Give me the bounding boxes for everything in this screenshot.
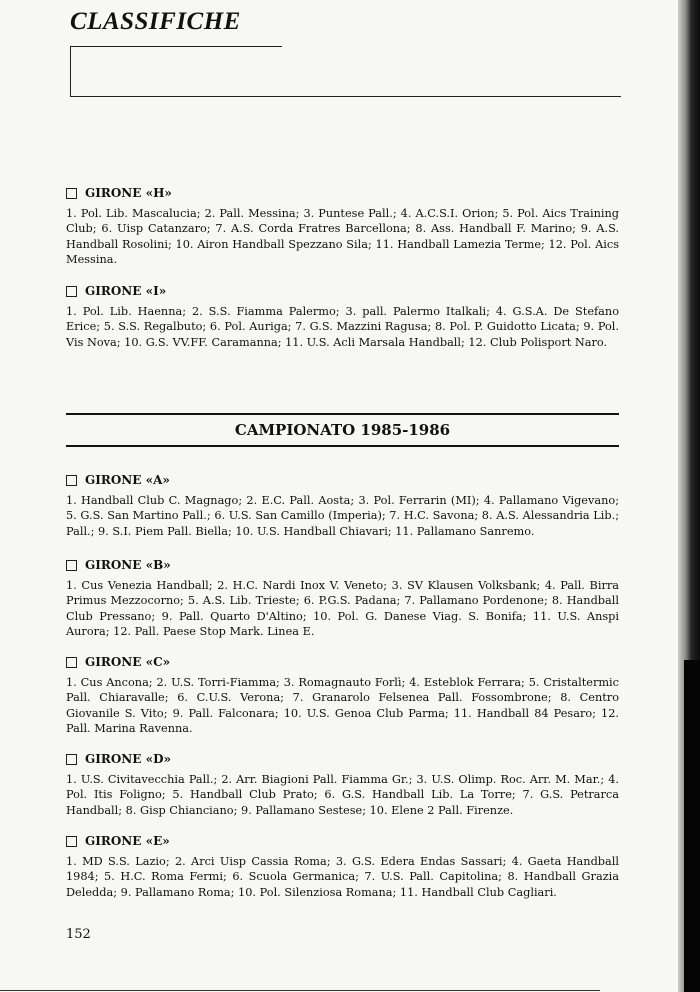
campionato-rule-top — [66, 413, 619, 415]
girone-header — [66, 752, 619, 766]
girone-section-d — [66, 752, 619, 818]
girone-label: GIRONE «I» — [85, 284, 167, 298]
checkbox-icon — [66, 836, 77, 847]
girone-header — [66, 284, 619, 298]
girone-section-a — [66, 473, 619, 539]
page-title: CLASSIFICHE — [70, 8, 241, 35]
page-edge-dark — [684, 660, 700, 992]
girone-section-e — [66, 834, 619, 900]
checkbox-icon — [66, 754, 77, 765]
girone-label: GIRONE «B» — [85, 558, 171, 572]
checkbox-icon — [66, 560, 77, 571]
girone-standings: 1. U.S. Civitavecchia Pall.; 2. Arr. Biagioni Pall. Fiamma Gr.; 3. U.S. Olimp. Roc. Arr. M. Mar.; 4. Pol. Itis Foligno; 5. Handball Club Prato; 6. G.S. Handball Lib. La Torre; 7. G.S. Petrarca Handball; 8. Gisp Chianciano; 9. Pallamano Sestese; 10. Elene 2 Pall. Firenze. — [66, 773, 619, 817]
girone-header — [66, 558, 619, 572]
girone-label: GIRONE «D» — [85, 752, 171, 766]
title-frame — [70, 46, 621, 97]
campionato-rule-bottom — [66, 445, 619, 447]
girone-label: GIRONE «E» — [85, 834, 170, 848]
girone-header — [66, 655, 619, 669]
girone-standings: 1. Pol. Lib. Mascalucia; 2. Pall. Messina; 3. Puntese Pall.; 4. A.C.S.I. Orion; 5. Pol. Aics Training Club; 6. Uisp Catanzaro; 7. A.S. Corda Fratres Barcellona; 8. Ass. Handball F. Marino; 9. A.S. Handball Rosolini; 10. Airon Handball Spezzano Sila; 11. Handball Lamezia Terme; 12. Pol. Aics Messina. — [66, 207, 619, 266]
girone-label: GIRONE «H» — [85, 186, 172, 200]
footer-rule — [0, 990, 600, 991]
checkbox-icon — [66, 188, 77, 199]
girone-standings: 1. Pol. Lib. Haenna; 2. S.S. Fiamma Palermo; 3. pall. Palermo Italkali; 4. G.S.A. De Stefano Erice; 5. S.S. Regalbuto; 6. Pol. Auriga; 7. G.S. Mazzini Ragusa; 8. Pol. P. Guidotto Licata; 9. Pol. Vis Nova; 10. G.S. VV.FF. Caramanna; 11. U.S. Acli Marsala Handball; 12. Club Polisport Naro. — [66, 305, 619, 349]
girone-header — [66, 186, 619, 200]
checkbox-icon — [66, 286, 77, 297]
girone-section-b — [66, 558, 619, 639]
title-frame-top-rule — [70, 46, 282, 47]
girone-standings: 1. Cus Venezia Handball; 2. H.C. Nardi Inox V. Veneto; 3. SV Klausen Volksbank; 4. Pall. Birra Primus Mezzocorno; 5. A.S. Lib. Trieste; 6. P.G.S. Padana; 7. Pallamano Pordenone; 8. Handball Club Pressano; 9. Pall. Quarto D'Altino; 10. Pol. G. Danese Viag. S. Bonifa; 11. U.S. Anspi Aurora; 12. Pall. Paese Stop Mark. Linea E. — [66, 579, 619, 638]
girone-standings: 1. Handball Club C. Magnago; 2. E.C. Pall. Aosta; 3. Pol. Ferrarin (MI); 4. Pallamano Vigevano; 5. G.S. San Martino Pall.; 6. U.S. San Camillo (Imperia); 7. H.C. Savona; 8. A.S. Alessandria Lib.; Pall.; 9. S.I. Piem Pall. Biella; 10. U.S. Handball Chiavari; 11. Pallamano Sanremo. — [66, 494, 619, 538]
checkbox-icon — [66, 475, 77, 486]
girone-label: GIRONE «A» — [85, 473, 170, 487]
girone-standings: 1. Cus Ancona; 2. U.S. Torri-Fiamma; 3. Romagnauto Forlì; 4. Esteblok Ferrara; 5. Cristaltermic Pall. Chiaravalle; 6. C.U.S. Verona; 7. Granarolo Felsenea Pall. Fossombrone; 8. Centro Giovanile S. Vito; 9. Pall. Falconara; 10. U.S. Genoa Club Parma; 11. Handball 84 Pesaro; 12. Pall. Marina Ravenna. — [66, 676, 619, 735]
girone-section-h — [66, 186, 619, 267]
girone-section-i — [66, 284, 619, 350]
girone-label: GIRONE «C» — [85, 655, 171, 669]
campionato-title: CAMPIONATO 1985-1986 — [234, 421, 451, 439]
girone-standings: 1. MD S.S. Lazio; 2. Arci Uisp Cassia Roma; 3. G.S. Edera Endas Sassari; 4. Gaeta Handball 1984; 5. H.C. Roma Fermi; 6. Scuola Germanica; 7. U.S. Pall. Capitolina; 8. Handball Grazia Deledda; 9. Pallamano Roma; 10. Pol. Silenziosa Romana; 11. Handball Club Cagliari. — [66, 855, 619, 899]
page-number: 152 — [66, 927, 91, 942]
girone-header — [66, 834, 619, 848]
checkbox-icon — [66, 657, 77, 668]
girone-section-c — [66, 655, 619, 736]
girone-header — [66, 473, 619, 487]
